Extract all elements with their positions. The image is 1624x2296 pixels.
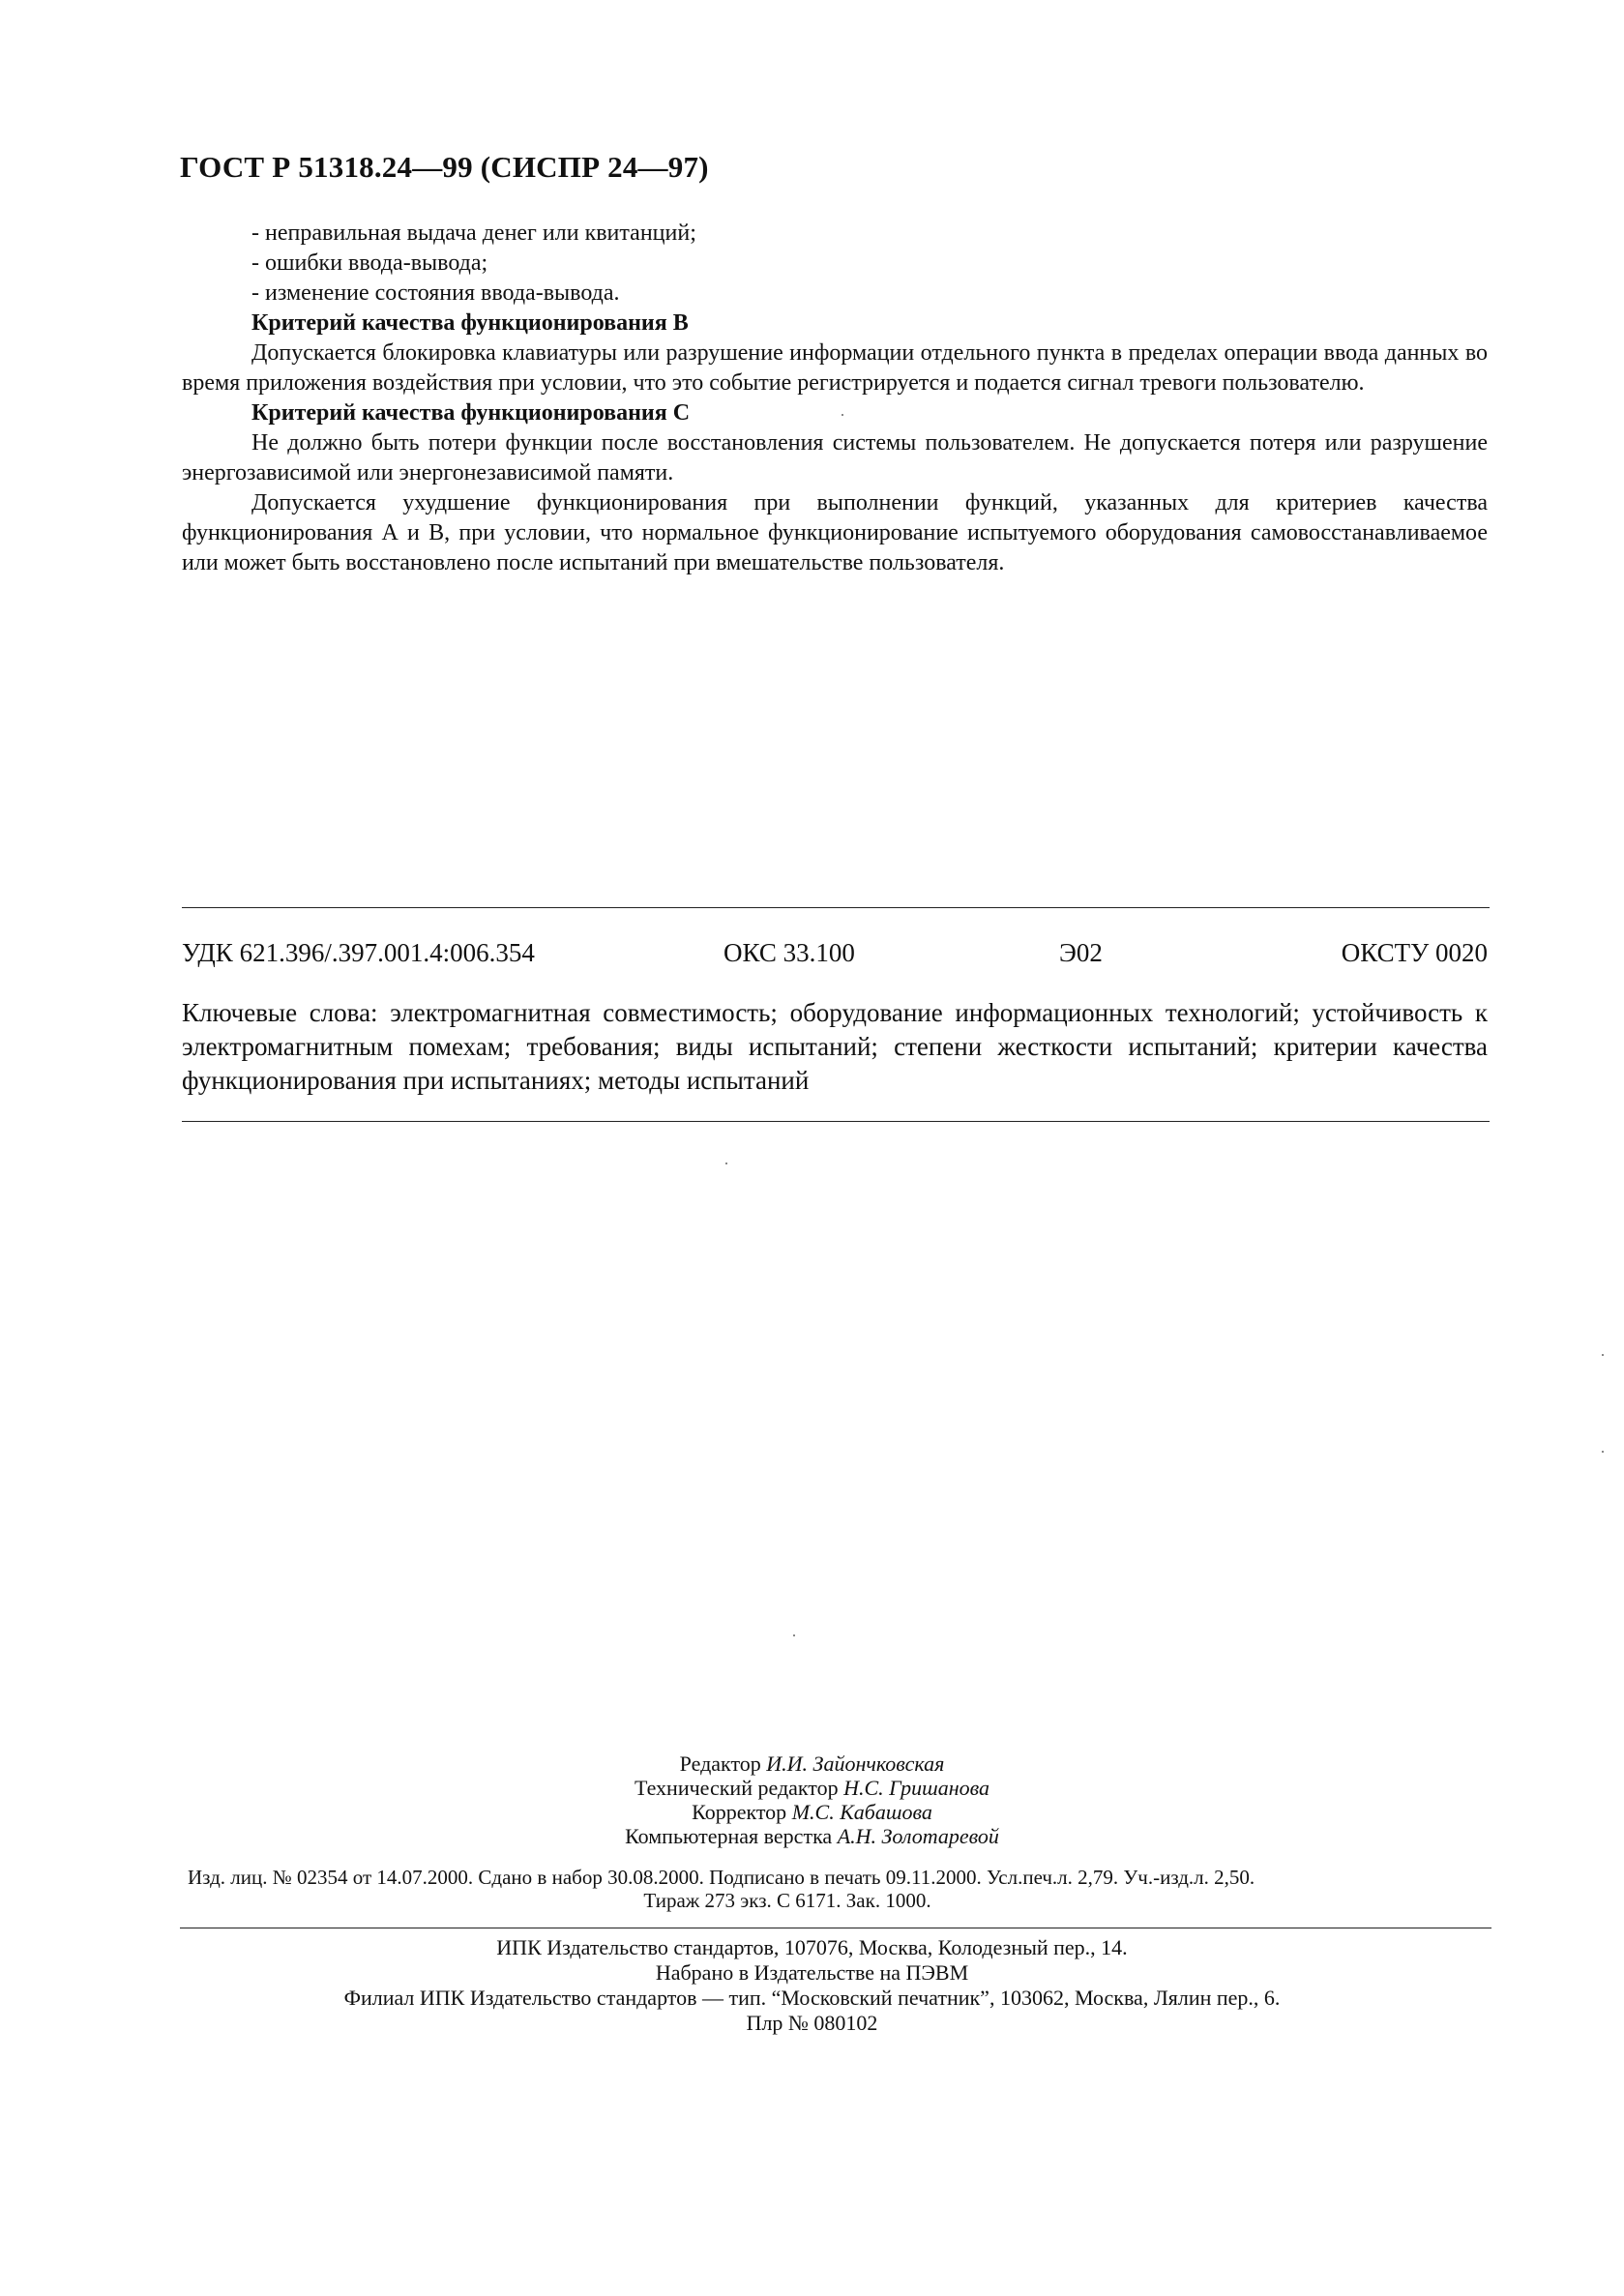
criterion-c-title: Критерий качества функционирования С <box>251 400 691 426</box>
udk-code: УДК 621.396/.397.001.4:006.354 <box>182 938 535 967</box>
keywords: Ключевые слова: электромагнитная совместимость; оборудование информационных технологий; устойчивость к электромагнитным помехам; требования; виды испытаний; степени жесткости испытаний; критерии качества функционирования при испытаниях; методы испытаний <box>182 998 1488 1095</box>
imprint-line-3: Филиал ИПК Издательство стандартов — тип. “Московский печатник”, 103062, Москва, Лялин пер., 6. <box>343 1986 1281 2010</box>
list-item: - изменение состояния ввода-вывода. <box>251 280 620 306</box>
criterion-b-text: Допускается блокировка клавиатуры или разрушение информации отдельного пункта в пределах операции ввода данных во время приложения воздействия при условии, что это событие регистрируется и подается сигнал тревоги пользователю. <box>182 340 1488 396</box>
divider-keywords <box>182 1121 1490 1122</box>
layout-line <box>0 1824 1624 1849</box>
corrector-name: М.С. Кабашова <box>791 1800 932 1824</box>
oks-code: ОКС 33.100 <box>723 938 855 967</box>
tech-editor-line <box>0 1776 1624 1801</box>
scan-speck <box>842 414 843 416</box>
imprint-line-4: Плр № 080102 <box>746 2011 878 2035</box>
tech-editor-name: Н.С. Гришанова <box>843 1776 990 1800</box>
scan-speck <box>793 1634 795 1636</box>
publication-info <box>188 1866 1493 1912</box>
layout-label: Компьютерная верстка <box>625 1824 833 1848</box>
body-text <box>182 219 1488 578</box>
editor-label: Редактор <box>679 1751 761 1776</box>
scan-speck <box>725 1163 727 1164</box>
corrector-line <box>0 1800 1624 1825</box>
e-code: Э02 <box>1059 938 1103 967</box>
criterion-b-title: Критерий качества функционирования В <box>251 310 689 336</box>
document-header: ГОСТ Р 51318.24—99 (СИСПР 24—97) <box>180 150 709 184</box>
publication-line-1: Изд. лиц. № 02354 от 14.07.2000. Сдано в набор 30.08.2000. Подписано в печать 09.11.2000. Усл.печ.л. 2,79. Уч.-изд.л. 2,50. <box>188 1866 1255 1889</box>
publication-line-2: Тираж 273 экз. С 6171. Зак. 1000. <box>643 1889 931 1912</box>
editor-line <box>0 1751 1624 1777</box>
scan-speck <box>1602 1354 1604 1356</box>
divider-top <box>182 907 1490 908</box>
scan-speck <box>1602 1451 1604 1453</box>
layout-name: А.Н. Золотаревой <box>837 1824 999 1848</box>
list-item: - неправильная выдача денег или квитанций; <box>251 221 696 246</box>
list-item: - ошибки ввода-вывода; <box>251 250 488 276</box>
tech-editor-label: Технический редактор <box>634 1776 839 1800</box>
corrector-label: Корректор <box>692 1800 787 1824</box>
imprint <box>0 1935 1624 2036</box>
imprint-line-1: ИПК Издательство стандартов, 107076, Москва, Колодезный пер., 14. <box>496 1935 1128 1959</box>
criterion-c-text-1: Не должно быть потери функции после восстановления системы пользователем. Не допускается потеря или разрушение энергозависимой или энергонезависимой памяти. <box>182 430 1488 486</box>
imprint-line-2: Набрано в Издательстве на ПЭВМ <box>655 1960 969 1985</box>
editor-name: И.И. Зайончковская <box>766 1751 945 1776</box>
classification-codes <box>182 938 1488 977</box>
okstu-code: ОКСТУ 0020 <box>1341 938 1488 967</box>
criterion-c-text-2: Допускается ухудшение функционирования при выполнении функций, указанных для критериев качества функционирования А и В, при условии, что нормальное функционирование испытуемого оборудования самовосстанавливаемое или может быть восстановлено после испытаний при вмешательстве пользователя. <box>182 490 1488 575</box>
